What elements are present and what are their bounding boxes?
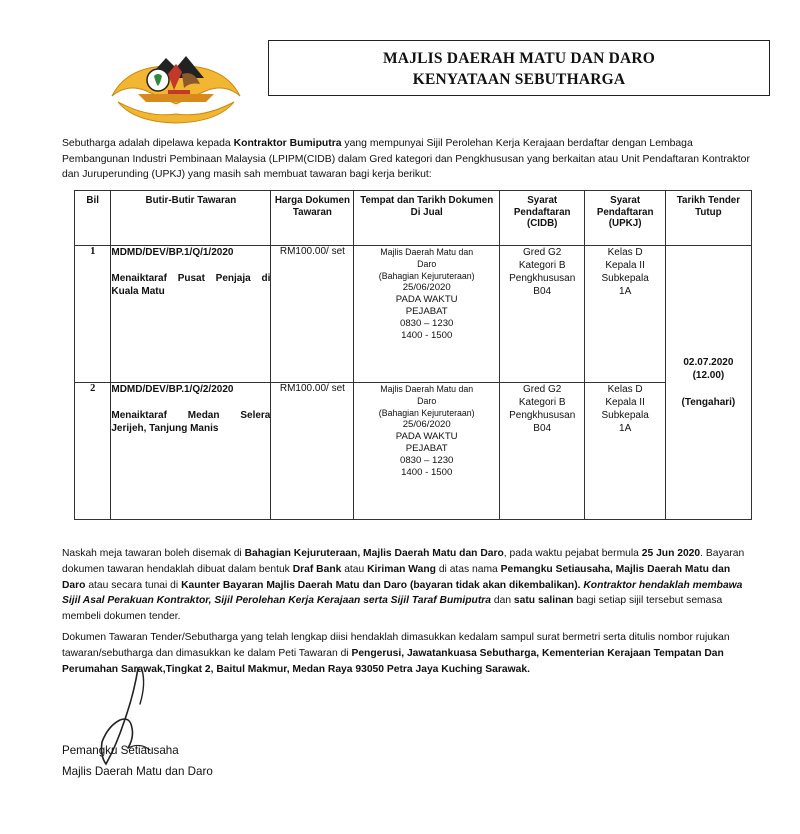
- header-tarikh: Tarikh Tender Tutup: [665, 191, 751, 246]
- signatory-title: Pemangku Setiausaha: [62, 744, 179, 757]
- document-inspection-paragraph: Naskah meja tawaran boleh disemak di Bahagian Kejuruteraan, Majlis Daerah Matu dan Daro, pada waktu pejabat bermula 25 Jun 2020. Bayaran dokumen tawaran hendaklah dibuat dalam bentuk Draf Bank atau Kiriman Wang di atas nama Pemangku Setiausaha, Majlis Daerah Matu dan Daro atau secara tunai di Kaunter Bayaran Majlis Daerah Matu dan Daro (bayaran tidak akan dikembalikan). Kontraktor hendaklah membawa Sijil Asal Perakuan Kontraktor, Sijil Perolehan Kerja Kerajaan serta Sijil Taraf Bumiputra dan satu salinan bagi setiap sijil tersebut semasa membeli dokumen tender.: [62, 548, 745, 623]
- tender-title: Menaiktaraf Medan Selera Jerijeh, Tanjung Manis: [111, 410, 271, 434]
- notice-title: KENYATAAN SEBUTHARGA: [412, 71, 626, 88]
- header-bil: Bil: [75, 191, 111, 246]
- tender-reference: MDMD/DEV/BP.1/Q/2/2020: [111, 384, 234, 395]
- row-tempat: Majlis Daerah Matu dan Daro (Bahagian Kejuruteraan) 25/06/2020 PADA WAKTU PEJABAT 0830 – 1230 1400 - 1500: [354, 383, 500, 520]
- row-cidb: Gred G2 Kategori B Pengkhususan B04: [499, 246, 585, 383]
- header-cidb: Syarat Pendaftaran (CIDB): [499, 191, 585, 246]
- table-row: [75, 383, 752, 520]
- closing-date-cell: [665, 246, 751, 520]
- tender-title: Menaiktaraf Pusat Penjaja di Kuala Matu: [111, 273, 271, 297]
- header-tempat: Tempat dan Tarikh Dokumen Di Jual: [354, 191, 500, 246]
- header-butir: Butir-Butir Tawaran: [111, 191, 271, 246]
- row-cidb: Gred G2 Kategori B Pengkhususan B04: [499, 383, 585, 520]
- header-box: [268, 40, 770, 96]
- closing-time: (12.00): [692, 370, 725, 381]
- closing-date: 02.07.2020: [683, 357, 734, 368]
- row-bil: 2: [75, 383, 111, 520]
- signatory-organization: Majlis Daerah Matu dan Daro: [62, 765, 213, 778]
- header-harga: Harga Dokumen Tawaran: [271, 191, 354, 246]
- council-name: MAJLIS DAERAH MATU DAN DARO: [382, 50, 656, 67]
- row-tempat: Majlis Daerah Matu dan Daro (Bahagian Kejuruteraan) 25/06/2020 PADA WAKTU PEJABAT 0830 – 1230 1400 - 1500: [354, 246, 500, 383]
- table-row: [75, 246, 752, 383]
- row-upkj: Kelas D Kepala II Subkepala 1A: [585, 383, 665, 520]
- row-upkj: Kelas D Kepala II Subkepala 1A: [585, 246, 665, 383]
- tender-reference: MDMD/DEV/BP.1/Q/1/2020: [111, 247, 234, 258]
- table-header-row: [75, 191, 752, 246]
- row-butir: [111, 246, 271, 383]
- intro-paragraph: Sebutharga adalah dipelawa kepada Kontraktor Bumiputra yang mempunyai Sijil Perolehan Kerja Kerajaan berdaftar dengan Lembaga Pembangunan Industri Pembinaan Malaysia (LPIPM(CIDB) dalam Gred kategori dan Pengkhususan yang berkaitan atau Unit Pendaftaran Kontraktor dan Juruperunding (UPKJ) yang masih sah membuat tawaran bagi kerja berikut:: [62, 138, 750, 180]
- submission-paragraph: Dokumen Tawaran Tender/Sebutharga yang telah lengkap diisi hendaklah dimasukkan kedalam sampul surat bermetri serta ditulis nombor rujukan tawaran/sebutharga dan dimasukkan ke dalam Peti Tawaran di Pengerusi, Jawatankuasa Sebutharga, Kementerian Kerajaan Tempatan Dan Perumahan Sarawak,Tingkat 2, Baitul Makmur, Medan Raya 93050 Petra Jaya Kuching Sarawak.: [62, 632, 730, 675]
- row-harga: RM100.00/ set: [271, 383, 354, 520]
- row-butir: [111, 383, 271, 520]
- row-bil: 1: [75, 246, 111, 383]
- header-upkj: Syarat Pendaftaran (UPKJ): [585, 191, 665, 246]
- row-harga: RM100.00/ set: [271, 246, 354, 383]
- tender-table: [74, 190, 752, 520]
- council-emblem-logo: [108, 44, 244, 124]
- closing-note: (Tengahari): [681, 397, 736, 408]
